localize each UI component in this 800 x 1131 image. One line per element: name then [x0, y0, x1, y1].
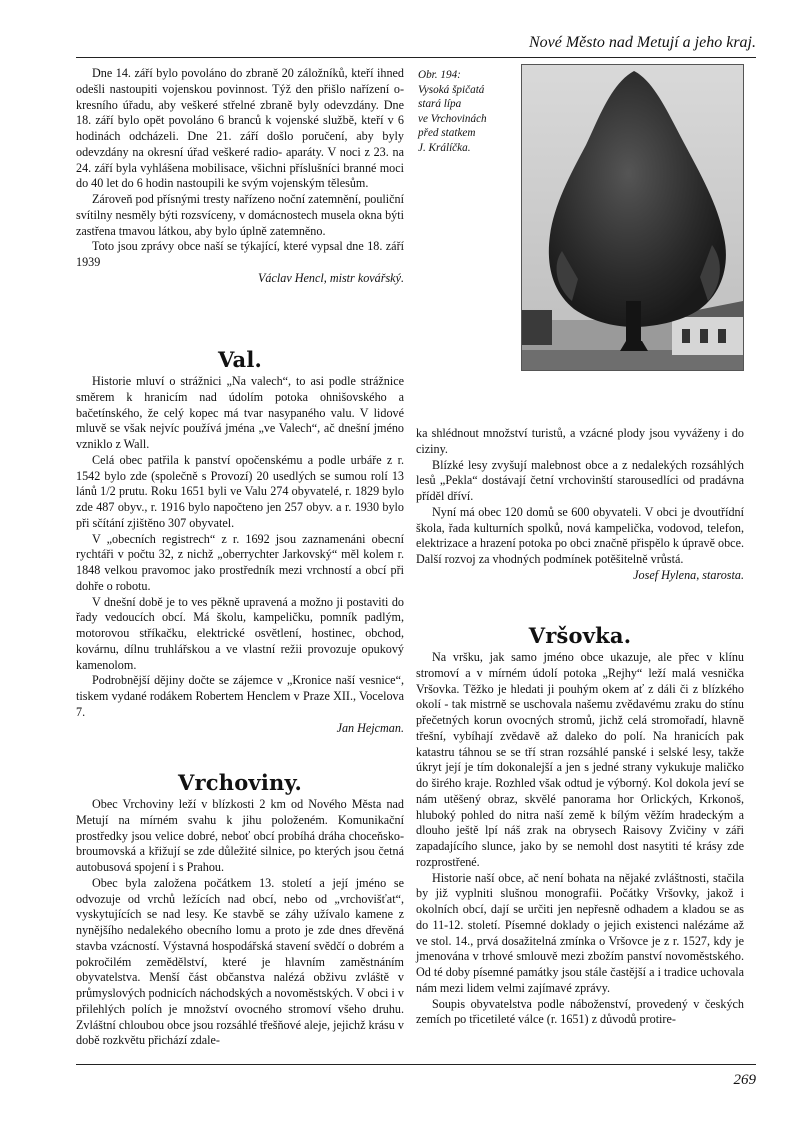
signature: Jan Hejcman.	[336, 720, 404, 735]
section-title: Vršovka.	[528, 623, 632, 648]
caption-line: J. Králíčka.	[418, 141, 471, 154]
vrchoviny-continuation	[416, 426, 744, 584]
figure-caption	[418, 68, 504, 155]
section-vrsovka	[416, 622, 744, 1028]
paragraph: Toto jsou zprávy obce naší se týkající, které vypsal dne 18. září 1939	[76, 239, 404, 269]
hencl-report	[76, 66, 404, 287]
paragraph: Historie mluví o strážnici „Na valech“, to asi podle strážnice směrem k hranicím nad údolím potoka ohnišovského a bačetínského, že celý kopec má tvar nasypaného valu. V lidové mluvě se však nejvíc používá jména „ve Valech“, ač dnešní jméno vzniklo z Wall.	[76, 374, 404, 451]
paragraph: Soupis obyvatelstva podle náboženství, provedený v českých zemích po třicetileté válce (r. 1651) z důvodů protire-	[416, 996, 744, 1027]
signature: Václav Hencl, mistr kovářský.	[258, 270, 404, 285]
section-title: Val.	[217, 347, 263, 372]
paragraph: Podrobnější dějiny dočte se zájemce v „Kronice naší vesnice“, tiskem vydané rodákem Robertem Henclem v Praze XII., Vocelova 7.	[76, 673, 404, 719]
paragraph: V dnešní době je to ves pěkně upravená a možno ji postaviti do řady vedoucích obcí. Má školu, kampeličku, pomník padlým, motorovou stříkačku, elektrické osvětlení, hostinec, obchod, kovárnu, dílnu truhlářskou a ve vlastní režii provozuje opukový kamenolom.	[76, 594, 404, 672]
paragraph: Nyní má obec 120 domů se 600 obyvateli. V obci je dvoutřídní škola, řada kulturních spolků, nová kampelička, vodovod, telefon, elektrizace a hrazení potoka po obci značně přispělo k úpravě obce. Další rozvoj za vhodných podmínek potěšitelně vrůstá.	[416, 504, 744, 566]
paragraph: Historie naší obce, ač není bohata na nějaké zvláštnosti, stačila by již vyplniti slušnou monografii. Počátky Vršovky, jakož i okolních obcí, dají se určiti jen nepřesně odhadem a kladou se as do 11-12. století. Písemné doklady o jejich existenci nalézáme až ve stol. 14., prvá dosažitelná zmínka o Vršovce je z r. 1527, kdy je jmenována v trhové smlouvě mezi zbožím panství novoměstského. Od té doby písemné památky jsou stále častější a i tradice uchovala nám mezi lidem velmi zajímavé zprávy.	[416, 870, 744, 995]
paragraph: Na vršku, jak samo jméno obce ukazuje, ale přec v klínu stromoví a v mírném údolí potoka „Rejhy“ leží malá vesnička Vršovka. Těžko je hledati ji pouhým okem ať z dáli či z blízkého okolí - tak mistrně se uschovala našemu zvědavému zraku do stínu přečetných korun ovocných stromů, jichž celá stromořadí, hlavně třešní, vybíhají zvědavě až daleko do polí. Na hranicích pak katastru táhnou se se tří stran rozsáhlé panské i selské lesy, takže úkryt její je tím dokonalejší a jen s jedné strany vykukuje maličko do širého kraje. Rozhled však odtud je výborný. Kol dokola jeví se nám utěšený obraz, skvělé panorama hor Orlických, Krkonoš, hluboký pohled do nitra naší země k bílým věžím hradeckým a dlouho ještě lpí náš zrak na obrysech Raisovy Zvičiny v záři zapadajícího slunce, jako by se nemohl dost nasytiti té krásy zde rozprostřené.	[416, 650, 744, 869]
paragraph: V „obecních registrech“ z r. 1692 jsou zaznamenáni obecní rychtáři v počtu 32, z nichž „oberrychter Jarkovský“ měl kolem r. 1848 velkou pravomoc jako prostředník mezi vrchností a obcí při dohře o robotu.	[76, 531, 404, 593]
paragraph: Blízké lesy zvyšují malebnost obce a z nedalekých rozsáhlých lesů „Pekla“ dostávají četní vrchovinští starousedlíci od pradávna příděl dříví.	[416, 457, 744, 503]
paragraph: Obec byla založena počátkem 13. století a její jméno se odvozuje od vrchů ležících nad obcí, nebo od „vrchovišťat“, vyskytujících se nad lesy. Ke stavbě se záhy užívalo kamene z nynějšího nedalekého obecního lomu a proto je zde dnes dřevěná stavba vzácností. Výstavná hospodářská stavení svědčí o dobrém a pokročilém zemědělství, které je hlavním zaměstnáním obyvatelstva. Menší část občanstva nalézá obživu zvláště v průmyslových podnicích náchodských a novoměstských. V obci i v přilehlých polích je množství ovocného stromoví všeho druhu. Zvláštní chloubou obce jsou rozsáhlé třešňové aleje, jejichž krásu v době rozkvětu přichází zdale-	[76, 875, 404, 1048]
header-rule	[76, 57, 756, 58]
paragraph: Zároveň pod přísnými tresty nařízeno noční zatemnění, pouliční svítilny nesměly býti rozsvíceny, v domácnostech musela okna býti zastřena tmavou látkou, aby bylo úplně zatemněno.	[76, 192, 404, 238]
caption-line: Obr. 194:	[418, 69, 461, 81]
section-vrchoviny	[76, 769, 404, 1049]
running-header: Nové Město nad Metují a jeho kraj.	[528, 34, 756, 51]
paragraph: Obec Vrchoviny leží v blízkosti 2 km od Nového Města nad Metují na mírném svahu k jihu položeném. Komunikační prostředky jsou velice dobré, neboť obcí probíhá dráha choceňsko-broumovská a křižují se zde důležité silnice, po kterých jsou četná autobusová spojení i s Prahou.	[76, 797, 404, 874]
signature: Josef Hylena, starosta.	[633, 567, 744, 582]
caption-line: stará lípa	[418, 98, 462, 110]
caption-line: před statkem	[418, 127, 476, 139]
paragraph: Dne 14. září bylo povoláno do zbraně 20 záložníků, kteří ihned odešli nastoupiti vojenskou povinnost. Týž den přišlo nařízení o- kresního úřadu, aby veškeré střelné zbraně byly odevzdány. Dne 18. září bylo opět povoláno 6 branců k vojenské službě, kteří v 6 hodinách odcházeli. Dne 21. září došlo poručení, aby byly odevzdány na okresní úřad veškeré radio- aparáty. V noci z 23. na 24. září byla vyhlášena mobilisace, všichni příslušníci branné moci do 40 let do 6 hodin nastoupili ke svým vojenským tělesům.	[76, 66, 404, 191]
paragraph: ka shlédnout množství turistů, a vzácné plody jsou vyváženy i do ciziny.	[416, 426, 744, 456]
footer-rule	[76, 1064, 756, 1065]
caption-line: ve Vrchovinách	[418, 112, 487, 125]
section-val	[76, 346, 404, 736]
section-title: Vrchoviny.	[178, 770, 302, 795]
caption-line: Vysoká špičatá	[418, 83, 485, 96]
page-number: 269	[733, 1072, 756, 1088]
linden-tree-photo	[521, 64, 744, 371]
paragraph: Celá obec patřila k panství opočenskému a podle urbáře z r. 1542 bylo zde (společně s Provozí) 20 usedlých se sumou rolí 13 lánů 1/2 prutu. Roku 1651 byli ve Valu 274 obyvatelé, r. 1829 bylo zde 487 obyv., r. 1916 bylo napočteno jen 257 obyv. a r. 1930 bylo při sčítání zjištěno 307 obyvatel.	[76, 452, 404, 530]
